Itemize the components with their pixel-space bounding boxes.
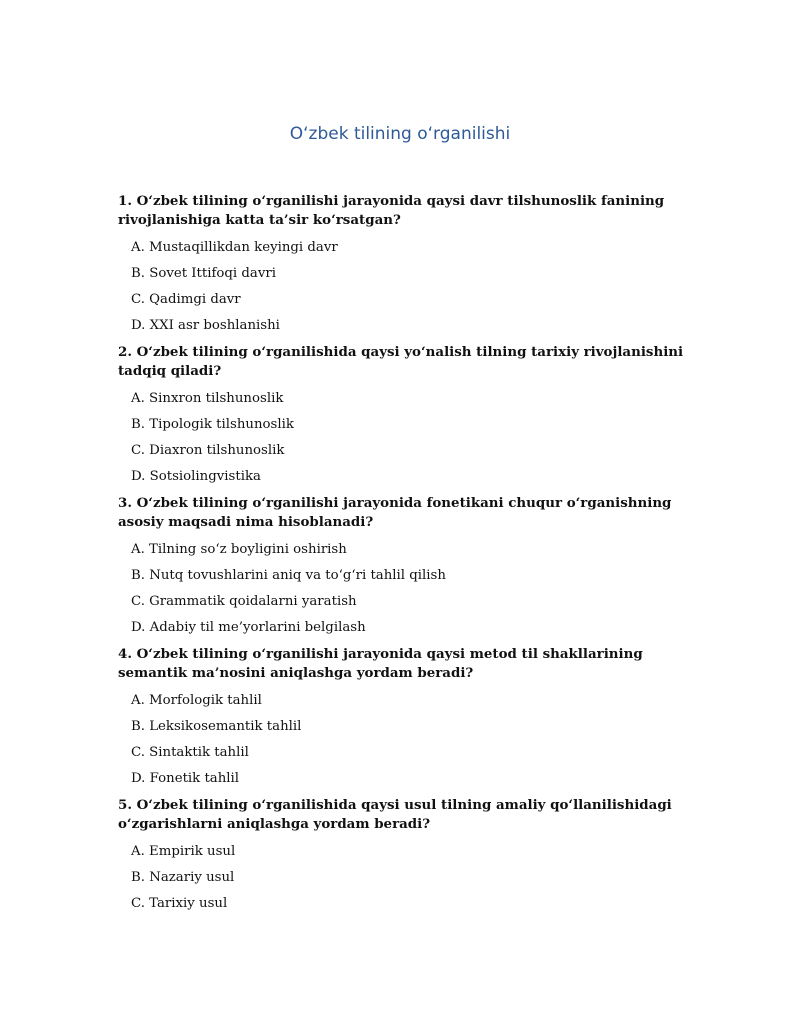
answer-option-d: D. XXI asr boshlanishi bbox=[131, 318, 280, 333]
question-text: 1. O‘zbek tilining o‘rganilishi jarayonida qaysi davr tilshunoslik fanining rivojlanishiga katta ta’sir ko‘rsatgan? bbox=[118, 193, 665, 228]
question-3 bbox=[118, 494, 693, 637]
question-text: 3. O‘zbek tilining o‘rganilishi jarayonida fonetikani chuqur o‘rganishning asosiy maqsadi nima hisoblanadi? bbox=[118, 495, 672, 530]
answer-option-a: A. Empirik usul bbox=[131, 844, 236, 859]
answer-option-a: A. Tilning so‘z boyligini oshirish bbox=[131, 542, 347, 557]
answer-option-c: C. Qadimgi davr bbox=[131, 292, 241, 307]
question-list bbox=[118, 192, 693, 921]
answer-option-c: C. Sintaktik tahlil bbox=[131, 745, 249, 760]
answer-option-c: C. Grammatik qoidalarni yaratish bbox=[131, 594, 357, 609]
question-1 bbox=[118, 192, 693, 335]
answer-option-d: D. Adabiy til me’yorlarini belgilash bbox=[131, 620, 366, 635]
answer-option-c: C. Tarixiy usul bbox=[131, 896, 228, 911]
answer-option-c: C. Diaxron tilshunoslik bbox=[131, 443, 285, 458]
answer-option-b: B. Tipologik tilshunoslik bbox=[131, 417, 294, 432]
question-2 bbox=[118, 343, 693, 486]
answer-option-a: A. Mustaqillikdan keyingi davr bbox=[131, 240, 338, 255]
page-title: O‘zbek tilining o‘rganilishi bbox=[289, 124, 511, 144]
answer-option-a: A. Morfologik tahlil bbox=[131, 693, 262, 708]
question-text: 5. O‘zbek tilining o‘rganilishida qaysi usul tilning amaliy qo‘llanilishidagi o‘zgarishlarni aniqlashga yordam beradi? bbox=[118, 797, 672, 832]
answer-option-b: B. Sovet Ittifoqi davri bbox=[131, 266, 276, 281]
question-4 bbox=[118, 645, 693, 788]
answer-option-d: D. Sotsiolingvistika bbox=[131, 469, 261, 484]
answer-option-d: D. Fonetik tahlil bbox=[131, 771, 240, 786]
answer-option-a: A. Sinxron tilshunoslik bbox=[131, 391, 284, 406]
answer-option-b: B. Nazariy usul bbox=[131, 870, 235, 885]
question-5 bbox=[118, 796, 693, 913]
answer-option-b: B. Leksikosemantik tahlil bbox=[131, 719, 302, 734]
question-text: 4. O‘zbek tilining o‘rganilishi jarayonida qaysi metod til shakllarining semantik ma’nosini aniqlashga yordam beradi? bbox=[118, 646, 643, 681]
answer-option-b: B. Nutq tovushlarini aniq va to‘g‘ri tahlil qilish bbox=[131, 568, 446, 583]
question-text: 2. O‘zbek tilining o‘rganilishida qaysi yo‘nalish tilning tarixiy rivojlanishini tadqiq qiladi? bbox=[118, 344, 684, 379]
